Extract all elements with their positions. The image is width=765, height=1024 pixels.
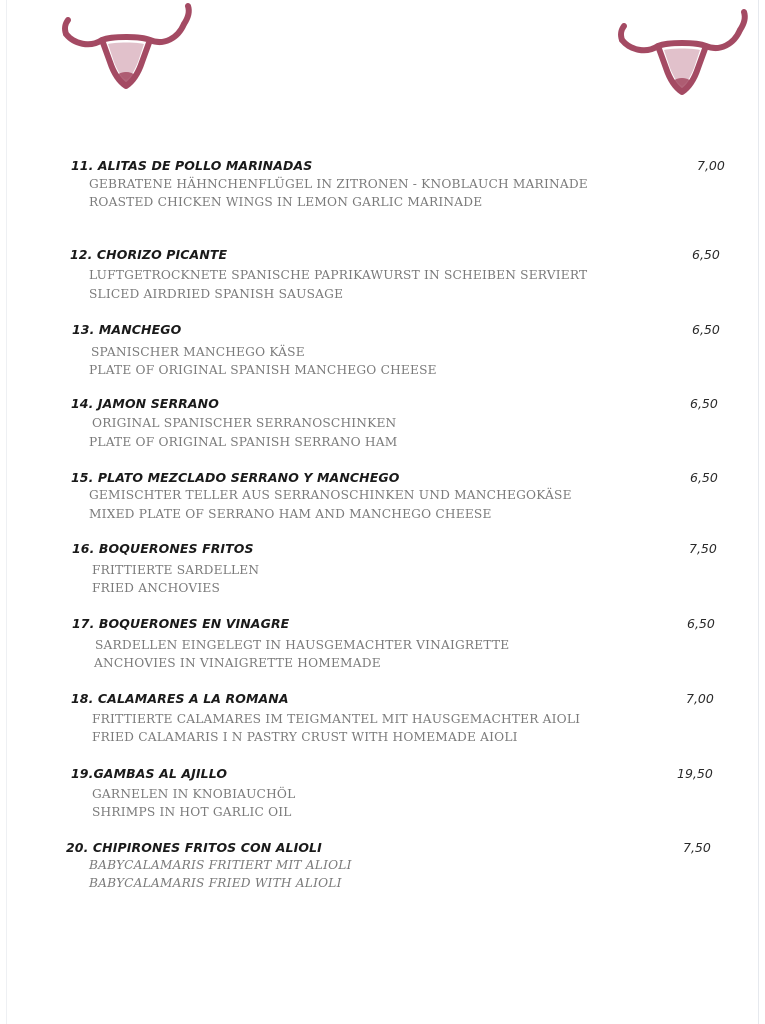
menu-item-price: 6,50 bbox=[687, 616, 715, 631]
menu-item-desc-de: LUFTGETROCKNETE SPANISCHE PAPRIKAWURST IN SCHEIBEN SERVIERT bbox=[89, 268, 588, 282]
menu-item-price: 6,50 bbox=[690, 470, 718, 485]
menu-item-desc-de: SARDELLEN EINGELEGT IN HAUSGEMACHTER VINAIGRETTE bbox=[95, 638, 510, 652]
bull-head-icon bbox=[56, 0, 196, 100]
menu-item-price: 19,50 bbox=[677, 766, 713, 781]
menu-item-title: 16. BOQUERONES FRITOS bbox=[72, 541, 254, 556]
menu-item-title: 14. JAMON SERRANO bbox=[71, 396, 219, 411]
menu-item-desc-en: MIXED PLATE OF SERRANO HAM AND MANCHEGO CHEESE bbox=[89, 507, 492, 521]
bull-logo-right bbox=[612, 6, 752, 106]
menu-item-price: 6,50 bbox=[692, 322, 720, 337]
menu-item-desc-en: PLATE OF ORIGINAL SPANISH SERRANO HAM bbox=[89, 435, 398, 449]
bull-head-icon bbox=[612, 6, 752, 106]
menu-item-price: 7,50 bbox=[683, 840, 711, 855]
menu-item-desc-de: FRITTIERTE SARDELLEN bbox=[92, 563, 260, 577]
menu-item-desc-en: SHRIMPS IN HOT GARLIC OIL bbox=[92, 805, 292, 819]
menu-item-title: 18. CALAMARES A LA ROMANA bbox=[71, 691, 289, 706]
menu-item-title: 17. BOQUERONES EN VINAGRE bbox=[72, 616, 290, 631]
menu-item-title: 11. ALITAS DE POLLO MARINADAS bbox=[71, 158, 313, 173]
page-edge-left bbox=[6, 0, 7, 1024]
menu-item-price: 7,00 bbox=[686, 691, 714, 706]
menu-item-desc-de: SPANISCHER MANCHEGO KÄSE bbox=[91, 345, 305, 359]
menu-item-desc-en: PLATE OF ORIGINAL SPANISH MANCHEGO CHEESE bbox=[89, 363, 437, 377]
menu-item-desc-en: ROASTED CHICKEN WINGS IN LEMON GARLIC MARINADE bbox=[89, 195, 483, 209]
page-edge-right bbox=[758, 0, 759, 1024]
menu-item-title: 19.GAMBAS AL AJILLO bbox=[71, 766, 228, 781]
menu-item-desc-de: GEBRATENE HÄHNCHENFLÜGEL IN ZITRONEN - KNOBLAUCH MARINADE bbox=[89, 177, 588, 191]
menu-item-title: 12. CHORIZO PICANTE bbox=[70, 247, 228, 262]
menu-item-desc-en: ANCHOVIES IN VINAIGRETTE HOMEMADE bbox=[94, 656, 381, 670]
menu-item-desc-en: FRIED ANCHOVIES bbox=[92, 581, 221, 595]
menu-item-desc-en: FRIED CALAMARIS I N PASTRY CRUST WITH HOMEMADE AIOLI bbox=[92, 730, 518, 744]
menu-item-price: 6,50 bbox=[690, 396, 718, 411]
menu-item-desc-de: FRITTIERTE CALAMARES IM TEIGMANTEL MIT HAUSGEMACHTER AIOLI bbox=[92, 712, 581, 726]
menu-item-price: 7,50 bbox=[689, 541, 717, 556]
menu-item-title: 15. PLATO MEZCLADO SERRANO Y MANCHEGO bbox=[71, 470, 400, 485]
menu-item-title: 13. MANCHEGO bbox=[72, 322, 182, 337]
menu-item-desc-en: BABYCALAMARIS FRIED WITH ALIOLI bbox=[89, 876, 342, 890]
menu-item-desc-en: SLICED AIRDRIED SPANISH SAUSAGE bbox=[89, 287, 344, 301]
menu-item-desc-de: ORIGINAL SPANISCHER SERRANOSCHINKEN bbox=[92, 416, 397, 430]
menu-item-desc-de: GEMISCHTER TELLER AUS SERRANOSCHINKEN UND MANCHEGOKÄSE bbox=[89, 488, 572, 502]
menu-item-price: 6,50 bbox=[692, 247, 720, 262]
menu-item-desc-de: GARNELEN IN KNOBIAUCHÖL bbox=[92, 787, 296, 801]
menu-item-title: 20. CHIPIRONES FRITOS CON ALIOLI bbox=[66, 840, 322, 855]
menu-item-price: 7,00 bbox=[697, 158, 725, 173]
bull-logo-left bbox=[56, 0, 196, 100]
menu-item-desc-de: BABYCALAMARIS FRITIERT MIT ALIOLI bbox=[89, 858, 352, 872]
